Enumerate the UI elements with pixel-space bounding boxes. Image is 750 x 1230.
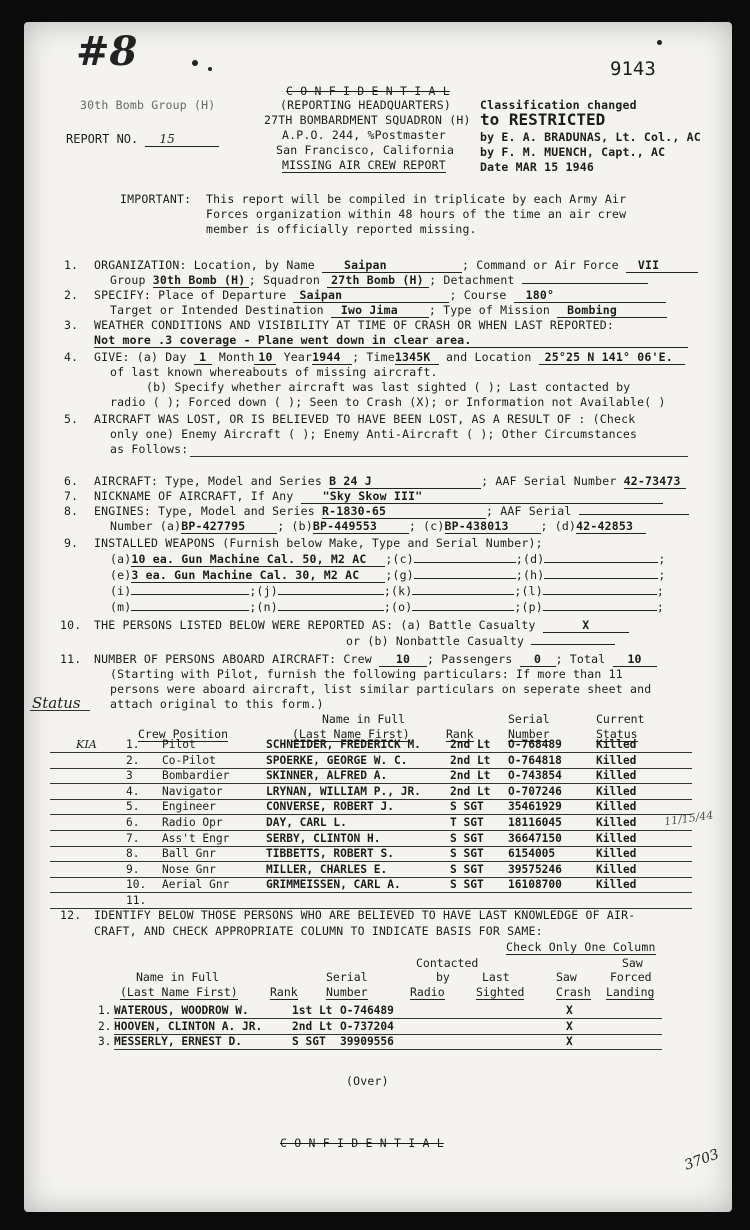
item-number: 10. [60, 618, 82, 632]
punch-mark [657, 40, 662, 45]
item6-line: AIRCRAFT: Type, Model and Series B 24 J ; AAF Serial Number 42-73473 [94, 474, 686, 489]
table-row [86, 785, 692, 801]
important-line: member is officially reported missing. [206, 222, 477, 236]
item11-line4: attach original to this form.) [110, 697, 324, 711]
cell-num: 9. [126, 862, 140, 876]
cell-position: Pilot [162, 738, 196, 751]
classification-changed: Classification changed [480, 98, 637, 112]
col-position-header: Crew Position [138, 727, 229, 741]
table-row [86, 816, 692, 832]
cell-rank: 2nd Lt [450, 753, 491, 767]
cell-status: Killed [596, 769, 637, 783]
cell-rank: 2nd Lt [292, 1019, 333, 1033]
weapons-row: (m) ;(n) ;(o) ;(p) ; [110, 600, 664, 614]
cell-status: Killed [596, 831, 637, 845]
cell-mark: X [566, 1035, 573, 1048]
cell-serial: O-743854 [508, 769, 562, 783]
item4-line1: GIVE: (a) Day 1 Month 10 Year1944 ; Time1345K and Location 25°25 N 141° 06'E. [94, 350, 685, 365]
item5-line2: only one) Enemy Aircraft ( ); Enemy Anti-Aircraft ( ); Other Circumstances [110, 427, 638, 441]
classification-by-1: by E. A. BRADUNAS, Lt. Col., AC [480, 130, 701, 144]
weapons-row: (i) ;(j) ;(k) ;(l) ; [110, 584, 664, 598]
item8-line2: Number (a)BP-427795 ; (b)BP-449553 ; (c)BP-438013 ; (d)42-42853 [110, 519, 646, 534]
cell-num: 1. [126, 738, 140, 751]
city-line: San Francisco, California [276, 143, 455, 157]
serial-header-2: Number [326, 985, 368, 999]
important-line: This report will be compiled in triplicate by each Army Air [206, 192, 627, 206]
witness-row [86, 1035, 692, 1051]
cell-name: WATEROUS, WOODROW W. [114, 1004, 249, 1017]
cell-serial: O-737204 [340, 1019, 394, 1033]
cell-rank: 2nd Lt [450, 738, 491, 751]
cell-serial: 39909556 [340, 1035, 394, 1048]
last-header-2: Sighted [476, 985, 525, 999]
item-number: 11. [60, 652, 82, 666]
cell-name: MESSERLY, ERNEST D. [114, 1035, 242, 1048]
cell-num: 2. [98, 1019, 112, 1033]
item4-line3: (b) Specify whether aircraft was last sighted ( ); Last contacted by [146, 380, 631, 394]
col-rank-header: Rank [446, 727, 474, 741]
col-status-header: Current [596, 712, 645, 726]
item5-line1: AIRCRAFT WAS LOST, OR IS BELIEVED TO HAVE BEEN LOST, AS A RESULT OF : (Check [94, 412, 636, 426]
forced-header-3: Landing [606, 985, 655, 999]
serial-header: Serial [326, 970, 368, 984]
table-row [86, 800, 692, 816]
confidential-header: C O N F I D E N T I A L [286, 84, 450, 98]
cell-status: Killed [596, 800, 637, 814]
cell-position: Co-Pilot [162, 753, 216, 767]
item10-line1: THE PERSONS LISTED BELOW WERE REPORTED AS: (a) Battle Casualty X [94, 618, 629, 633]
item1-line2: Group 30th Bomb (H) ; Squadron 27th Bomb (H) ; Detachment [110, 273, 648, 288]
handwritten-number: #8 [76, 28, 138, 75]
important-line: Forces organization within 48 hours of the time an air crew [206, 207, 627, 221]
cell-name: LRYNAN, WILLIAM P., JR. [266, 784, 421, 798]
cell-rank: S SGT [450, 862, 484, 876]
cell-num: 4. [126, 784, 140, 798]
cell-status: Killed [596, 878, 637, 892]
cell-rank: T SGT [450, 816, 484, 829]
reporting-hq: (REPORTING HEADQUARTERS) [280, 98, 451, 112]
item1-line1: ORGANIZATION: Location, by Name Saipan ; Command or Air Force VII [94, 258, 698, 273]
table-row [76, 738, 692, 754]
rank-header: Rank [270, 985, 298, 999]
cell-num: 8. [126, 847, 140, 861]
cell-name: SKINNER, ALFRED A. [266, 769, 388, 783]
cell-status: Killed [596, 816, 637, 829]
cell-serial: O-746489 [340, 1004, 394, 1017]
cell-status: Killed [596, 847, 637, 861]
table-row [86, 754, 692, 770]
contacted-header-2: by [436, 970, 450, 984]
document-number: 9143 [610, 58, 656, 80]
table-row [86, 769, 692, 785]
item-number: 5. [64, 412, 79, 426]
important-label: IMPORTANT: [120, 192, 192, 206]
cell-rank: S SGT [450, 878, 484, 892]
cell-name: SCHNEIDER, FREDERICK M. [266, 738, 421, 751]
cell-status: Killed [596, 862, 637, 876]
cell-num: 10. [126, 878, 147, 892]
report-no-value: 15 [145, 132, 219, 147]
status-handwritten: Status [32, 694, 81, 712]
classification-date: Date MAR 15 1946 [480, 160, 594, 174]
cell-mark: X [566, 1019, 573, 1033]
corner-handwriting: 3703 [682, 1146, 722, 1174]
table-row [86, 832, 692, 848]
cell-status: Killed [596, 784, 637, 798]
cell-name: TIBBETTS, ROBERT S. [266, 847, 394, 861]
cell-status: Killed [596, 753, 637, 767]
col-name-header: Name in Full [322, 712, 406, 726]
item-number: 4. [64, 350, 79, 364]
name-header: Name in Full [136, 970, 220, 984]
cell-rank: S SGT [450, 847, 484, 861]
cell-position: Aerial Gnr [162, 878, 230, 892]
cell-serial: O-764818 [508, 753, 562, 767]
item-number: 8. [64, 504, 79, 518]
cell-position: Ball Gnr [162, 847, 216, 861]
weapons-row: (a)10 ea. Gun Machine Cal. 50, M2 AC ;(c) ;(d) ; [110, 552, 666, 566]
cell-serial: 16108700 [508, 878, 562, 892]
confidential-footer: C O N F I D E N T I A L [280, 1136, 444, 1150]
item8-line1: ENGINES: Type, Model and Series R-1830-65 ; AAF Serial [94, 504, 689, 519]
forced-header: Saw [622, 956, 643, 970]
col-status-header-2: Status [596, 727, 638, 741]
weapons-row: (e)3 ea. Gun Machine Cal. 30, M2 AC ;(g) ;(h) ; [110, 568, 666, 582]
item4-line4: radio ( ); Forced down ( ); Seen to Crash (X); or Information not Available( ) [110, 395, 666, 409]
item2-line2: Target or Intended Destination Iwo Jima ; Type of Mission Bombing [110, 303, 667, 318]
cell-num: 2. [126, 753, 140, 767]
cell-rank: S SGT [292, 1035, 326, 1048]
item11-line2: (Starting with Pilot, furnish the following particulars: If more than 11 [110, 667, 623, 681]
cell-position: Nose Gnr [162, 862, 216, 876]
document-page [24, 22, 732, 1212]
item-number: 9. [64, 536, 79, 550]
cell-mark: X [566, 1004, 573, 1017]
item-number: 12. [60, 908, 82, 922]
cell-position: Engineer [162, 800, 216, 814]
report-no-label: REPORT NO. 15 [66, 132, 219, 147]
cell-num: 5. [126, 800, 140, 814]
cell-num: 1. [98, 1004, 112, 1017]
cell-serial: 35461929 [508, 800, 562, 814]
cell-position: Bombardier [162, 769, 230, 783]
cell-name: DAY, CARL L. [266, 816, 347, 829]
item7-line: NICKNAME OF AIRCRAFT, If Any "Sky Skow III" [94, 489, 663, 504]
last-header: Last [482, 970, 510, 984]
name-header-2: (Last Name First) [120, 985, 238, 999]
squadron-line: 27TH BOMBARDMENT SQUADRON (H) [264, 113, 471, 127]
over-label: (Over) [346, 1074, 389, 1088]
item11-line1: NUMBER OF PERSONS ABOARD AIRCRAFT: Crew 10 ; Passengers 0 ; Total 10 [94, 652, 657, 667]
forced-header-2: Forced [610, 970, 652, 984]
col-serial-header-2: Number [508, 727, 550, 741]
item5-line3: as Follows: [110, 442, 189, 456]
col-serial-header: Serial [508, 712, 550, 726]
cell-rank: S SGT [450, 800, 484, 814]
cell-mark: KIA [76, 738, 97, 751]
cell-name: SERBY, CLINTON H. [266, 831, 381, 845]
punch-mark [192, 60, 198, 66]
table-row [86, 878, 692, 894]
item4-line2: of last known whereabouts of missing aircraft. [110, 365, 438, 379]
item3-line1: WEATHER CONDITIONS AND VISIBILITY AT TIME OF CRASH OR WHEN LAST REPORTED: [94, 318, 615, 332]
cell-num: 6. [126, 816, 140, 829]
cell-rank: 2nd Lt [450, 769, 491, 783]
cell-serial: 39575246 [508, 862, 562, 876]
contacted-header-3: Radio [410, 985, 445, 999]
witness-row [86, 1020, 692, 1036]
cell-serial: 18116045 [508, 816, 562, 829]
group-label: 30th Bomb Group (H) [80, 98, 216, 112]
punch-mark [208, 67, 212, 71]
classification-by-2: by F. M. MUENCH, Capt., AC [480, 145, 666, 159]
contacted-header: Contacted [416, 956, 479, 970]
cell-position: Radio Opr [162, 816, 223, 829]
item12-line2: CRAFT, AND CHECK APPROPRIATE COLUMN TO INDICATE BASIS FOR SAME: [94, 924, 543, 938]
item10-line2: or (b) Nonbattle Casualty [346, 634, 615, 648]
cell-name: GRIMMEISSEN, CARL A. [266, 878, 401, 892]
witness-row [86, 1004, 692, 1020]
item-number: 2. [64, 288, 79, 302]
cell-position: Ass't Engr [162, 831, 230, 845]
report-title: MISSING AIR CREW REPORT [282, 158, 446, 172]
item-number: 7. [64, 489, 79, 503]
item11-line3: persons were aboard aircraft, list similar particulars on seperate sheet and [110, 682, 652, 696]
cell-num: 3. [98, 1035, 112, 1048]
item-number: 1. [64, 258, 79, 272]
table-row [86, 847, 692, 863]
side-note: 11/15/44 [663, 808, 715, 829]
item9-line1: INSTALLED WEAPONS (Furnish below Make, Type and Serial Number); [94, 536, 543, 550]
cell-serial: O-707246 [508, 784, 562, 798]
cell-serial: 36647150 [508, 831, 562, 845]
item-number: 3. [64, 318, 79, 332]
item2-line1: SPECIFY: Place of Departure Saipan ; Course 180° [94, 288, 666, 303]
weather-value: Not more .3 coverage - Plane went down in clear area. [94, 333, 688, 348]
row-rule [114, 1049, 662, 1050]
classification-restricted: to RESTRICTED [480, 110, 606, 129]
check-only-header: Check Only One Column [506, 940, 656, 954]
cell-num: 3 [126, 769, 133, 783]
item-number: 6. [64, 474, 79, 488]
cell-num: 7. [126, 831, 140, 845]
cell-rank: 1st Lt [292, 1004, 333, 1017]
cell-rank: 2nd Lt [450, 784, 491, 798]
cell-rank: S SGT [450, 831, 484, 845]
cell-num: 11. [126, 894, 147, 907]
col-name-header-2: (Last Name First) [292, 727, 410, 741]
cell-name: MILLER, CHARLES E. [266, 862, 388, 876]
cell-name: HOOVEN, CLINTON A. JR. [114, 1019, 263, 1033]
saw-header-2: Crash [556, 985, 591, 999]
cell-status: Killed [596, 738, 637, 751]
table-row [86, 863, 692, 879]
item12-line1: IDENTIFY BELOW THOSE PERSONS WHO ARE BELIEVED TO HAVE LAST KNOWLEDGE OF AIR- [94, 908, 636, 922]
cell-serial: O-768489 [508, 738, 562, 751]
cell-name: SPOERKE, GEORGE W. C. [266, 753, 408, 767]
cell-position: Navigator [162, 784, 223, 798]
cell-name: CONVERSE, ROBERT J. [266, 800, 394, 814]
cell-serial: 6154005 [508, 847, 556, 861]
saw-header: Saw [556, 970, 577, 984]
apo-line: A.P.O. 244, %Postmaster [282, 128, 446, 142]
